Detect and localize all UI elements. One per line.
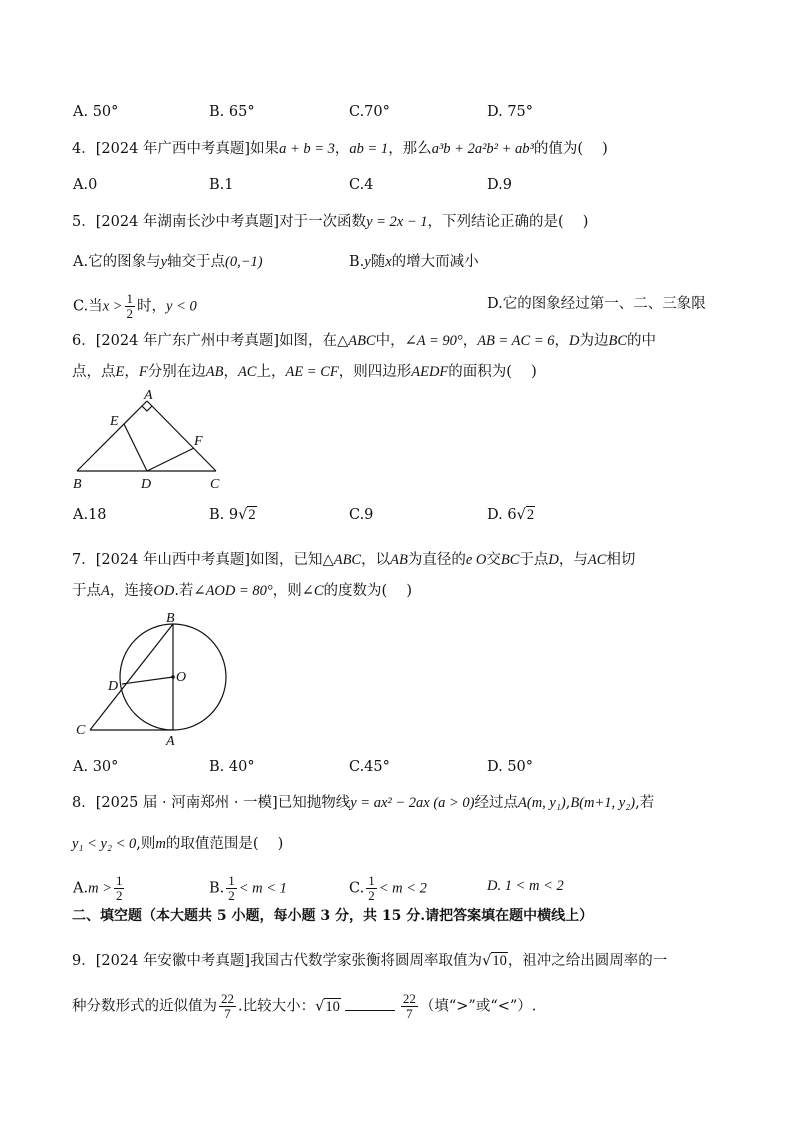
q6-label-b: B — [73, 477, 82, 492]
q3-option-a: A. 50° — [73, 104, 119, 120]
q4-option-c: C.4 — [349, 177, 374, 193]
q7-stem-line1: 7．[2024 年山西中考真题]如图，已知△ABC，以AB为直径的e O交BC于点D，与AC相切 — [72, 552, 636, 568]
answer-blank[interactable] — [345, 996, 395, 1011]
q7-label-o: O — [176, 670, 187, 685]
q4-option-d: D.9 — [487, 177, 512, 193]
fraction: $\frac{1}{2}$ — [126, 291, 134, 321]
q5-option-c: C.当x > $\frac{1}{2}$ 时，y < 0 — [73, 291, 197, 321]
q6-stem-line2: 点，点E，F分别在边AB，AC上，AE = CF，则四边形AEDF的面积为( ) — [72, 364, 537, 380]
q7-label-c: C — [76, 723, 86, 738]
q6-triangle-figure — [60, 385, 240, 495]
q6-option-d: D. 6√2 — [487, 507, 535, 523]
fraction: $\frac{1}{2}$ — [115, 873, 123, 903]
q9-stem-line2: 种分数形式的近似值为 $\frac{22}{7}$ .比较大小：√10 $\frac{22}{7}$ （填“>”或“<”）. — [72, 991, 537, 1021]
q5-option-a: A.它的图象与y轴交于点(0,−1) — [73, 254, 263, 270]
q6-option-b: B. 9√2 — [209, 507, 256, 523]
q6-option-c: C.9 — [349, 507, 374, 523]
q7-option-a: A. 30° — [73, 759, 119, 775]
q8-stem-line2: y₁ < y₂ < 0,则m的取值范围是( ) — [72, 836, 284, 852]
fraction: $\frac{22}{7}$ — [402, 991, 416, 1021]
q8-option-c: C. $\frac{1}{2}$ < m < 2 — [349, 873, 427, 903]
fraction: $\frac{1}{2}$ — [368, 873, 375, 903]
q6-option-a: A.18 — [73, 507, 107, 523]
q6-stem-line1: 6．[2024 年广东广州中考真题]如图，在△ABC中，∠A = 90°，AB = AC = 6，D为边BC的中 — [72, 333, 657, 349]
q7-option-b: B. 40° — [209, 759, 255, 775]
q8-stem-line1: 8．[2025 届 · 河南郑州 · 一模]已知抛物线y = ax² − 2ax (a > 0)经过点A(m, y₁),B(m+1, y₂),若 — [72, 795, 655, 811]
section-heading-fill-in: 二、填空题（本大题共 5 小题，每小题 3 分，共 15 分.请把答案填在题中横线上） — [72, 908, 594, 924]
q7-label-d: D — [108, 679, 119, 694]
q8-option-d: D. 1 < m < 2 — [487, 878, 564, 894]
q6-label-d: D — [141, 477, 152, 492]
q5-stem: 5．[2024 年湖南长沙中考真题]对于一次函数y = 2x − 1，下列结论正确的是( ) — [72, 214, 589, 230]
q4-option-b: B.1 — [209, 177, 234, 193]
q8-option-b: B. $\frac{1}{2}$ < m < 1 — [209, 873, 287, 903]
q4-option-a: A.0 — [73, 177, 98, 193]
q3-option-d: D. 75° — [487, 104, 534, 120]
q6-label-a: A — [144, 388, 153, 403]
q3-option-c: C.70° — [349, 104, 390, 120]
q9-stem-line1: 9．[2024 年安徽中考真题]我国古代数学家张衡将圆周率取值为√10，祖冲之给出圆周率的一 — [72, 953, 668, 969]
q7-circle-figure — [68, 606, 238, 750]
q7-stem-line2: 于点A，连接OD.若∠AOD = 80°，则∠C的度数为( ) — [72, 583, 412, 599]
q8-option-a: A.m > $\frac{1}{2}$ — [73, 873, 123, 903]
q7-option-c: C.45° — [349, 759, 390, 775]
q6-label-e: E — [110, 414, 119, 429]
q7-label-a: A — [166, 734, 175, 749]
q5-option-d: D.它的图象经过第一、二、三象限 — [487, 296, 706, 312]
q3-option-b: B. 65° — [209, 104, 255, 120]
q7-label-b: B — [166, 611, 175, 626]
q7-option-d: D. 50° — [487, 759, 534, 775]
q5-option-b: B.y随x的增大而减小 — [349, 254, 479, 270]
q6-label-f: F — [194, 434, 203, 449]
fraction: $\frac{1}{2}$ — [228, 873, 235, 903]
fraction: $\frac{22}{7}$ — [221, 991, 234, 1021]
q6-label-c: C — [210, 477, 220, 492]
q4-stem: 4．[2024 年广西中考真题]如果a + b = 3，ab = 1，那么a³b + 2a²b² + ab³的值为( ) — [72, 141, 608, 157]
